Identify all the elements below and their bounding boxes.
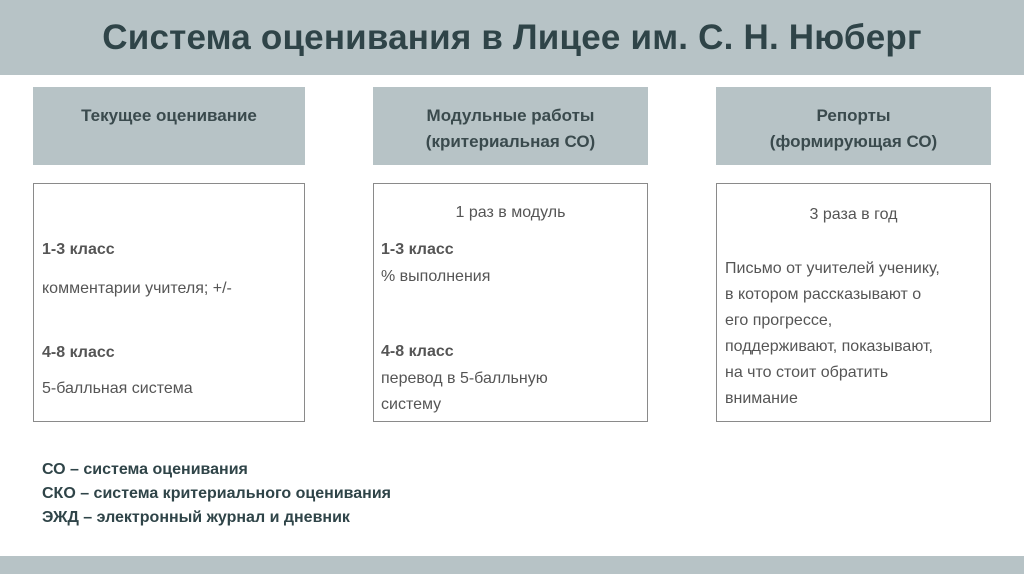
grade-label-4-8: 4-8 класс [42,344,115,361]
grade-text-4-8-line2: систему [381,396,442,413]
description-line: поддерживают, показывают, [725,338,933,355]
header-current-assessment [33,87,305,165]
report-description [725,256,940,412]
content-current-assessment [33,183,305,422]
grade-text-4-8-line1: перевод в 5-балльную [381,370,548,387]
legend-item: ЭЖД – электронный журнал и дневник [42,509,350,526]
header-reports [716,87,991,165]
header-line: (формирующая СО) [769,132,938,151]
legend-item: СО – система оценивания [42,461,248,478]
header-line: Модульные работы [426,106,595,125]
description-line: на что стоит обратить [725,364,889,381]
content-module-works [373,183,648,422]
grade-label-1-3: 1-3 класс [42,241,115,258]
page-title: Система оценивания в Лицее им. С. Н. Нюберг [102,17,922,57]
bottom-bar [0,556,1024,574]
grade-label-4-8: 4-8 класс [381,343,454,360]
frequency-text: 1 раз в модуль [455,204,566,221]
grade-text-1-3: % выполнения [381,268,491,285]
legend-item: СКО – система критериального оценивания [42,485,392,502]
header-line: Репорты [816,106,891,125]
header-module-works [373,87,648,165]
description-line: его прогрессе, [725,312,833,329]
description-line: внимание [725,390,798,407]
header-line: (критериальная СО) [425,132,596,151]
abbreviation-legend [42,458,391,530]
content-reports [716,183,991,422]
title-bar [0,0,1024,75]
header-line: Текущее оценивание [81,106,257,125]
grade-text-4-8: 5-балльная система [42,380,193,397]
description-line: в котором рассказывают о [725,286,922,303]
frequency-text: 3 раза в год [809,206,898,223]
grade-label-1-3: 1-3 класс [381,241,454,258]
grade-text-1-3: комментарии учителя; +/- [42,280,232,297]
description-line: Письмо от учителей ученику, [725,260,940,277]
